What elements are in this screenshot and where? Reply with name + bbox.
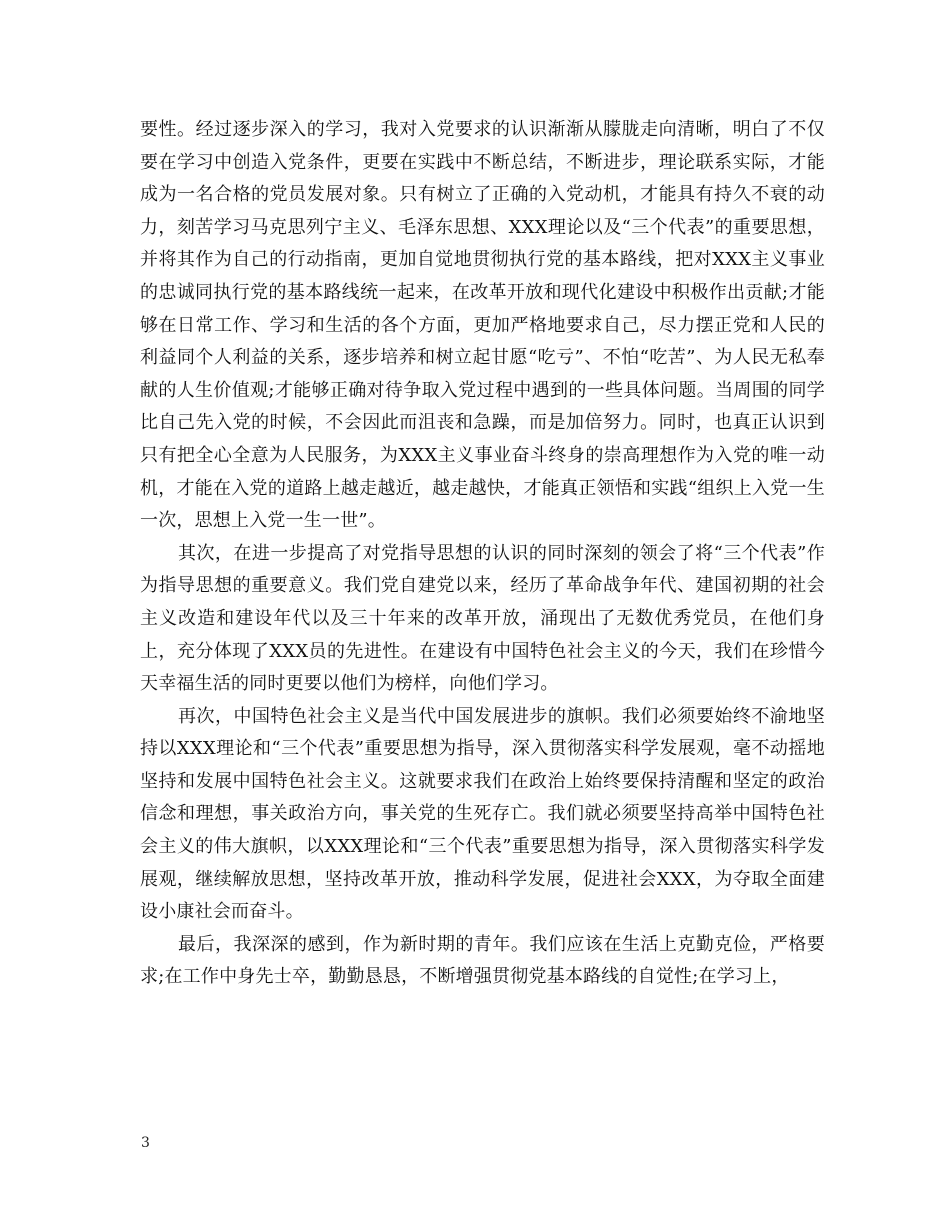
paragraph-final-point: 最后，我深深的感到，作为新时期的青年。我们应该在生活上克勤克俭，严格要求;在工作中身先士卒，勤勤恳恳，不断增强贯彻党基本路线的自觉性;在学习上， bbox=[140, 933, 825, 988]
page-number: 3 bbox=[141, 1135, 150, 1151]
paragraph-continuation: 要性。经过逐步深入的学习，我对入党要求的认识渐渐从朦胧走向清晰，明白了不仅要在学习中创造入党条件，更要在实践中不断总结，不断进步，理论联系实际，才能成为一名合格的党员发展对象。只有树立了正确的入党动机，才能具有持久不衰的动力，刻苦学习马克思列宁主义、毛泽东思想、XXX理论以及“三个代表”的重要思想，并将其作为自己的行动指南，更加自觉地贯彻执行党的基本路线，把对XXX主义事业的忠诚同执行党的基本路线统一起来，在改革开放和现代化建设中积极作出贡献;才能够在日常工作、学习和生活的各个方面，更加严格地要求自己，尽力摆正党和人民的利益同个人利益的关系，逐步培养和树立起甘愿“吃亏”、不怕“吃苦”、为人民无私奉献的人生价值观;才能够正确对待争取入党过程中遇到的一些具体问题。当周围的同学比自己先入党的时候，不会因此而沮丧和急躁，而是加倍努力。同时，也真正认识到只有把全心全意为人民服务，为XXX主义事业奋斗终身的崇高理想作为入党的唯一动机，才能在入党的道路上越走越近，越走越快，才能真正领悟和实践“组织上入党一生一次，思想上入党一生一世”。 bbox=[140, 119, 825, 532]
paragraph-third-point: 再次，中国特色社会主义是当代中国发展进步的旗帜。我们必须要始终不渝地坚持以XXX理论和“三个代表”重要思想为指导，深入贯彻落实科学发展观，毫不动摇地坚持和发展中国特色社会主义。这就要求我们在政治上始终要保持清醒和坚定的政治信念和理想，事关政治方向，事关党的生死存亡。我们就必须要坚持高举中国特色社会主义的伟大旗帜，以XXX理论和“三个代表”重要思想为指导，深入贯彻落实科学发展观，继续解放思想，坚持改革开放，推动科学发展，促进社会XXX，为夺取全面建设小康社会而奋斗。 bbox=[140, 705, 825, 923]
document-body bbox=[140, 114, 825, 994]
paragraph-second-point: 其次，在进一步提高了对党指导思想的认识的同时深刻的领会了将“三个代表”作为指导思想的重要意义。我们党自建党以来，经历了革命战争年代、建国初期的社会主义改造和建设年代以及三十年来的改革开放，涌现出了无数优秀党员，在他们身上，充分体现了XXX员的先进性。在建设有中国特色社会主义的今天，我们在珍惜今天幸福生活的同时更要以他们为榜样，向他们学习。 bbox=[140, 542, 825, 695]
